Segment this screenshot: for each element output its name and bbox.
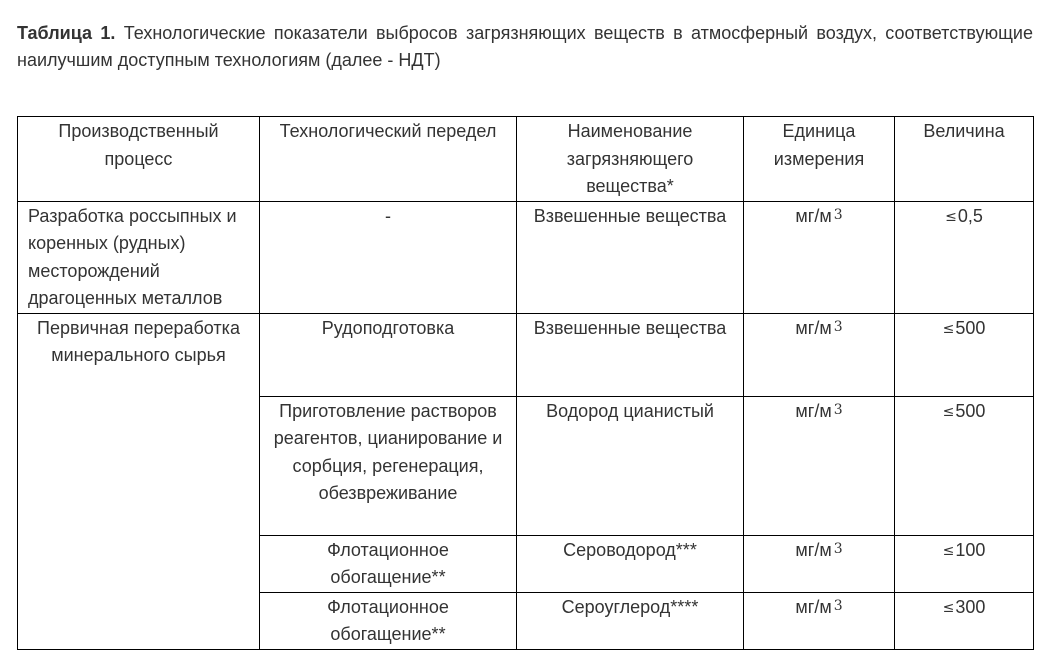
cell-substance: Взвешенные вещества: [517, 313, 744, 396]
header-substance: Наименование загрязняющего вещества*: [517, 117, 744, 202]
value-text: 500: [955, 317, 986, 338]
unit-text: мг/м: [795, 539, 832, 560]
cell-stage: Флотационное обогащение**: [260, 535, 517, 592]
header-process: Производственный процесс: [18, 117, 260, 202]
caption-label: Таблица 1.: [17, 23, 116, 43]
cell-unit: [744, 535, 895, 592]
cell-value: [895, 592, 1034, 649]
value-text: 300: [955, 596, 986, 617]
unit-exponent: 3: [833, 597, 843, 614]
less-or-equal-symbol: ≤: [942, 403, 955, 420]
unit-exponent: 3: [833, 401, 843, 418]
caption-text: Технологические показатели выбросов загрязняющих веществ в атмосферный воздух, соответствующие наилучшим доступным технологиям (далее - НДТ): [17, 23, 1033, 70]
less-or-equal-symbol: ≤: [942, 320, 955, 337]
table-row: [18, 313, 1034, 396]
cell-substance: Водород цианистый: [517, 396, 744, 535]
less-or-equal-symbol: ≤: [945, 208, 957, 225]
unit-text: мг/м: [795, 596, 832, 617]
cell-stage: Флотационное обогащение**: [260, 592, 517, 649]
value-text: 0,5: [957, 205, 983, 226]
unit-exponent: 3: [833, 540, 843, 557]
emissions-table: [17, 116, 1034, 650]
unit-text: мг/м: [795, 205, 832, 226]
header-value: Величина: [895, 117, 1034, 202]
value-text: 500: [955, 400, 986, 421]
cell-stage: Рудоподготовка: [260, 313, 517, 396]
cell-value: [895, 535, 1034, 592]
header-unit: Единица измерения: [744, 117, 895, 202]
cell-substance: Сероуглерод****: [517, 592, 744, 649]
unit-exponent: 3: [833, 206, 843, 223]
table-header-row: [18, 117, 1034, 202]
cell-process: Разработка россыпных и коренных (рудных) месторождений драгоценных металлов: [18, 201, 260, 313]
cell-stage: -: [260, 201, 517, 313]
cell-value: [895, 313, 1034, 396]
unit-text: мг/м: [795, 317, 832, 338]
less-or-equal-symbol: ≤: [942, 542, 955, 559]
header-stage: Технологический передел: [260, 117, 517, 202]
cell-unit: [744, 592, 895, 649]
unit-text: мг/м: [795, 400, 832, 421]
cell-stage: Приготовление растворов реагентов, цианирование и сорбция, регенерация, обезвреживание: [260, 396, 517, 535]
cell-unit: [744, 313, 895, 396]
cell-substance: Взвешенные вещества: [517, 201, 744, 313]
cell-value: [895, 396, 1034, 535]
less-or-equal-symbol: ≤: [942, 599, 955, 616]
value-text: 100: [955, 539, 986, 560]
unit-exponent: 3: [833, 318, 843, 335]
cell-unit: [744, 201, 895, 313]
cell-unit: [744, 396, 895, 535]
cell-process: Первичная переработка минерального сырья: [18, 313, 260, 649]
table-caption: [17, 20, 1033, 74]
table-row: [18, 201, 1034, 313]
cell-substance: Сероводород***: [517, 535, 744, 592]
cell-value: [895, 201, 1034, 313]
